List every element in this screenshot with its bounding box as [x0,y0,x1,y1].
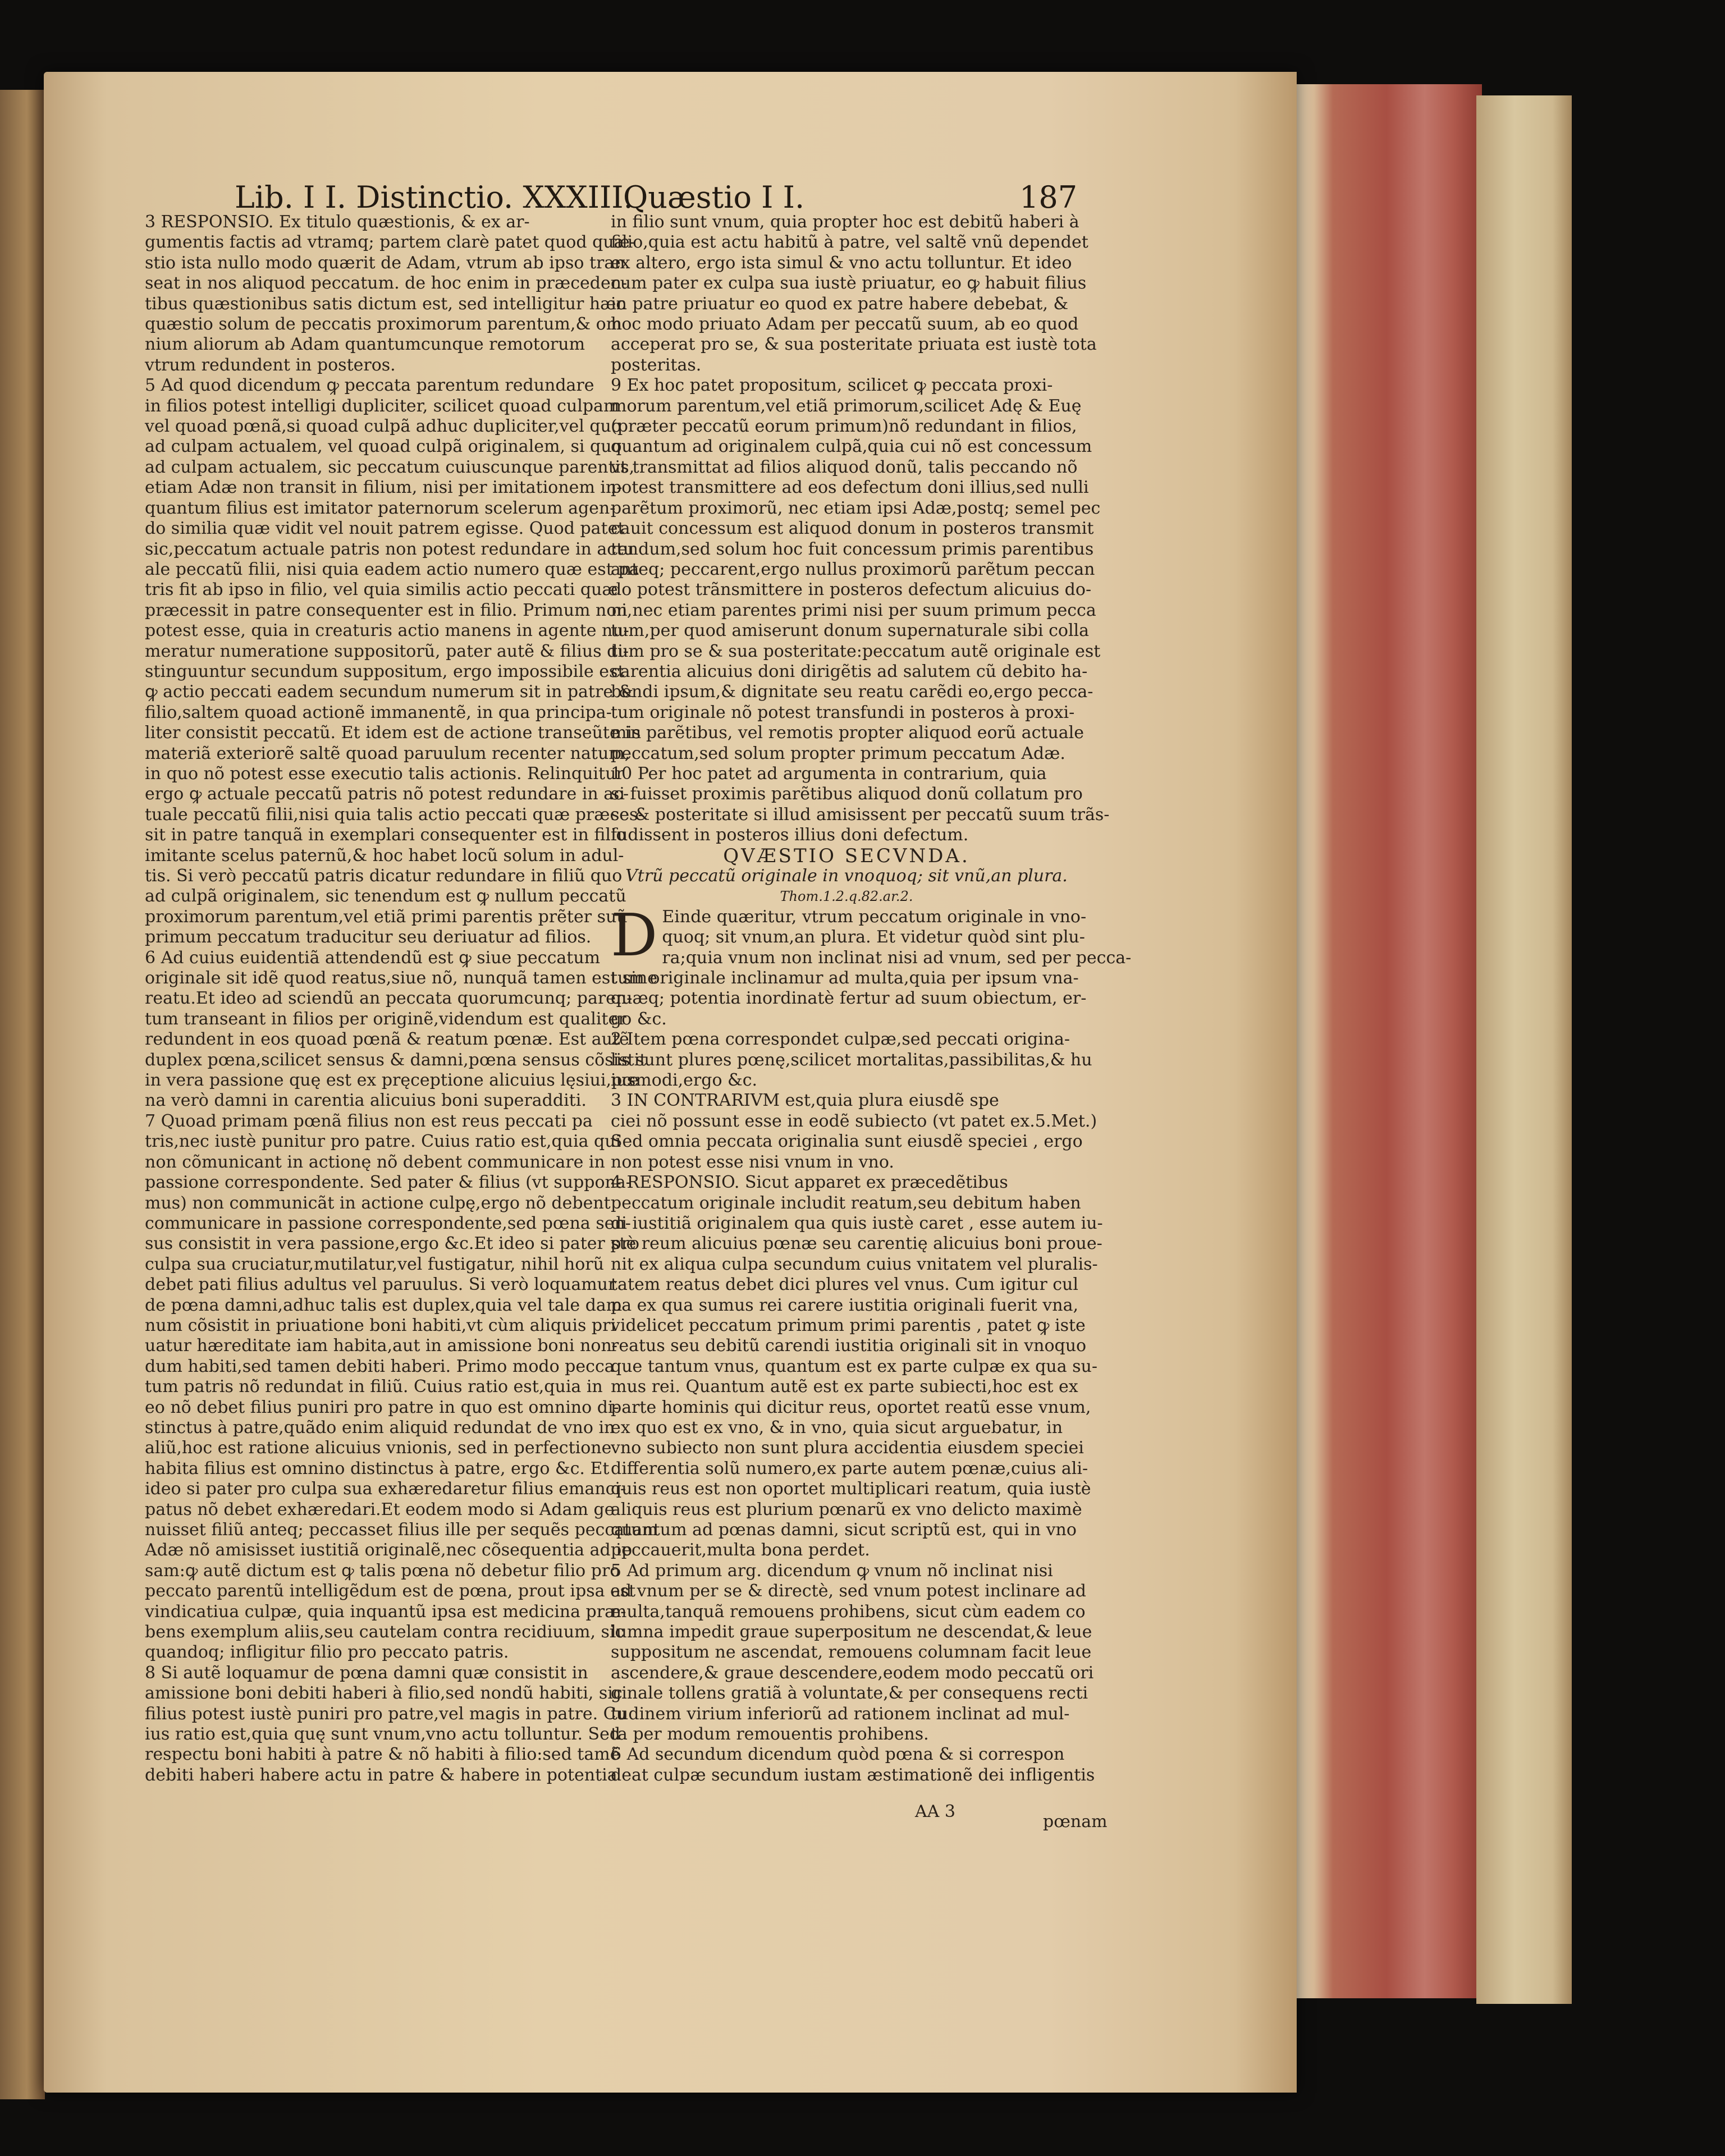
text-line: mus rei. Quantum autẽ est ex parte subiecti,hoc est ex [611,1377,1078,1397]
text-line: na verò damni in carentia alicuius boni superadditi. [145,1091,587,1111]
text-line: liter consistit peccatũ. Et idem est de actione transeũte in [145,723,642,743]
text-line: que tantum vnus, quantum est ex parte culpæ ex qua su- [611,1356,1097,1376]
text-line: ginale tollens gratiã à voluntate,& per consequens recti [611,1683,1088,1704]
header-distinction: Lib. I I. Distinctio. XXXIII. [235,180,633,215]
page-number: 187 [1019,180,1078,215]
text-line: 5 Ad primum arg. dicendum ꝙ vnum nõ inclinat nisi [611,1560,1053,1581]
text-line: proximorum parentum,vel etiã primi parentis prẽter suũ [145,907,628,927]
text-line: sus consistit in vera passione,ergo &c.Et ideo si pater pro [145,1234,640,1254]
text-line: ta per modum remouentis prohibens. [611,1724,929,1745]
text-line: 6 Ad secundum dicendum quòd pœna & si correspon [611,1745,1065,1765]
text-line: parte hominis qui dicitur reus, oportet reatũ esse vnum, [611,1397,1091,1417]
text-line: tudinem virium inferiorũ ad rationem inclinat ad mul- [611,1704,1070,1724]
text-line: in patre priuatur eo quod ex patre habere debebat, & [611,294,1069,314]
text-line: 3 RESPONSIO. Ex titulo quæstionis, & ex ar- [145,212,530,232]
text-line: ascendere,& graue descendere,eodem modo peccatũ ori [611,1663,1094,1683]
text-line: cauit concessum est aliquod donum in posteros transmit [611,519,1094,539]
text-line: ad vnum per se & directè, sed vnum potest inclinare ad [611,1581,1086,1601]
text-line: redundent in eos quoad pœnã & reatum pœnæ. Est autẽ [145,1029,629,1050]
text-line: 9 Ex hoc patet propositum, scilicet ꝙ peccata proxi- [611,376,1053,396]
text-line: sic,peccatum actuale patris non potest redundare in actu [145,539,634,559]
text-line: de pœna damni,adhuc talis est duplex,quia vel tale dam [145,1295,623,1315]
header-question: Quæstio I I. [623,180,805,215]
question-subtitle: Vtrũ peccatũ originale in vnoquoq; sit vnũ,an plura. [625,866,1068,886]
text-line: in filios potest intelligi dupliciter, scilicet quoad culpam [145,396,620,416]
text-line: multa,tanquã remouens prohibens, sicut cùm eadem co [611,1601,1086,1622]
text-line: 7 Quoad primam pœnã filius non est reus peccati pa [145,1111,593,1131]
text-line: quoq; sit vnum,an plura. Et videtur quòd sint plu- [662,927,1085,947]
text-line: go &c. [611,1009,667,1029]
text-line: Sed omnia peccata originalia sunt eiusdẽ speciei , ergo [611,1132,1083,1152]
text-line: mis parẽtibus, vel remotis propter aliquod eorũ actuale [611,723,1085,743]
text-line: duplex pœna,scilicet sensus & damni,pœna sensus cõsistit [145,1050,647,1070]
catchword: pœnam [1043,1812,1108,1832]
book-cover [1476,95,1572,2004]
text-line: 6 Ad cuius euidentiã attendendũ est ꝙ siue peccatum [145,947,601,968]
text-line: meratur numeratione suppositorũ, pater autẽ & filius di- [145,641,629,661]
text-line: (præter peccatũ eorum primum)nõ redundant in filios, [611,416,1077,437]
text-line: vtrum redundent in posteros. [145,355,396,375]
text-line: eo nõ debet filius puniri pro patre in quo est omnino di- [145,1397,619,1417]
text-line: stè reum alicuius pœnæ seu carentię alicuius boni proue- [611,1234,1102,1254]
text-line: hoc modo priuato Adam per peccatũ suum, ab eo quod [611,314,1079,335]
text-line: passione correspondente. Sed pater & filius (vt suppona- [145,1173,632,1193]
text-line: ideo si pater pro culpa sua exhæredaretur filius emanci- [145,1479,626,1499]
text-line: iusmodi,ergo &c. [611,1070,758,1091]
text-line: lumna impedit graue superpositum ne descendat,& leue [611,1622,1092,1642]
text-line: bens exemplum aliis,seu cautelam contra recidiuum, sic [145,1622,625,1642]
text-line: respectu boni habiti à patre & nõ habiti à filio:sed tamẽ [145,1745,620,1765]
text-line: Adæ nõ amisisset iustitiã originalẽ,nec cõsequentia ad ip [145,1540,633,1560]
text-line: Einde quæritur, vtrum peccatum originale in vno- [662,907,1087,927]
text-line: tibus quæstionibus satis dictum est, sed intelligitur hæc [145,294,626,314]
text-line: filio,quia est actu habitũ à patre, vel saltẽ vnũ dependet [611,232,1088,253]
text-line: potest transmittere ad eos defectum doni illius,sed nulli [611,478,1089,498]
text-line: sam:ꝙ autẽ dictum est ꝙ talis pœna nõ debetur filio pro [145,1560,620,1581]
right-text-column [611,212,1132,1786]
text-line: quis reus est non oportet multiplicari reatum, quia iustè [611,1479,1091,1499]
text-line: parẽtum proximorũ, nec etiam ipsi Adæ,postq; semel pec [611,498,1101,518]
text-line: ius ratio est,quia quę sunt vnum,vno actu tolluntur. Sed [145,1724,621,1745]
text-line: suppositum ne ascendat, remouens columnam facit leue [611,1642,1092,1663]
text-line: cum pater ex culpa sua iustè priuatur, eo ꝙ habuit filius [611,273,1087,294]
thomas-reference: Thom.1.2.q.82.ar.2. [780,889,913,905]
text-line: peccatum originale includit reatum,seu debitum haben [611,1193,1081,1213]
text-line: vno subiecto non sunt plura accidentia eiusdem speciei [611,1438,1084,1458]
text-line: sit in patre tanquã in exemplari consequenter est in filio [145,825,626,845]
signature-mark: AA 3 [915,1802,955,1821]
text-line: anteq; peccarent,ergo nullus proximorũ parẽtum peccan [611,559,1095,579]
text-line: do potest trãnsmittere in posteros defectum alicuius do- [611,580,1092,600]
text-line: non potest esse nisi vnum in vno. [611,1152,894,1172]
text-line: peccato parentũ intelligẽdum est de pœna, prout ipsa est [145,1581,636,1601]
text-line: nium aliorum ab Adam quantumcunque remotorum [145,335,585,355]
text-line: 4 RESPONSIO. Sicut apparet ex præcedẽtibus [611,1173,1008,1193]
text-line: vel quoad pœnã,si quoad culpã adhuc dupliciter,vel quo [145,416,621,437]
text-line: vindicatiua culpæ, quia inquantũ ipsa est medicina præ- [145,1601,626,1622]
text-line: quæq; potentia inordinatè fertur ad suum obiectum, er- [611,988,1087,1009]
text-line: tris,nec iustè punitur pro patre. Cuius ratio est,quia qui [145,1132,621,1152]
text-line: gumentis factis ad vtramq; partem clarè patet quod quæ- [145,232,635,253]
facing-page-edge [0,90,45,2099]
text-line: ex quo est ex vno, & in vno, quia sicut arguebatur, in [611,1417,1063,1438]
text-line: debiti haberi habere actu in patre & habere in potentia [145,1765,617,1785]
text-line: bendi ipsum,& dignitate seu reatu carẽdi eo,ergo pecca- [611,682,1093,702]
text-line: 5 Ad quod dicendum ꝙ peccata parentum redundare [145,376,594,396]
text-line: se & posteritate si illud amisissent per peccatũ suum trãs- [611,804,1110,825]
text-line: mus) non communicãt in actione culpę,ergo nõ debent [145,1193,611,1213]
text-line: tum,per quod amiserunt donum supernaturale sibi colla [611,621,1090,641]
text-line: ni,nec etiam parentes primi nisi per suum primum pecca [611,600,1096,620]
text-line: filio,saltem quoad actionẽ immanentẽ, in qua principa- [145,702,612,722]
text-line: 10 Per hoc patet ad argumenta in contrarium, quia [611,763,1047,784]
right-column-text-after [611,968,1103,1786]
text-line: ꝙ actio peccati eadem secundum numerum sit in patre & [145,682,634,702]
text-line: lis sunt plures pœnę,scilicet mortalitas,passibilitas,& hu [611,1050,1092,1070]
text-line: nuisset filiũ anteq; peccasset filius ille per sequẽs peccatum [145,1520,658,1540]
text-line: fudissent in posteros illius doni defectum. [611,825,969,845]
text-line: quandoq; infligitur filio pro peccato patris. [145,1642,509,1663]
text-line: aliquis reus est plurium pœnarũ ex vno delicto maximè [611,1499,1082,1519]
text-line: videlicet peccatum primum primi parentis , patet ꝙ iste [611,1315,1086,1335]
text-line: stio ista nullo modo quærit de Adam, vtrum ab ipso tran [145,253,625,273]
text-line: seat in nos aliquod peccatum. de hoc enim in præceden- [145,273,628,294]
text-line: in filio sunt vnum, quia propter hoc est debitũ haberi à [611,212,1079,232]
text-line: quantum ad pœnas damni, sicut scriptũ est, qui in vno [611,1520,1077,1540]
text-line: nit ex aliqua culpa secundum cuius vnitatem vel pluralis- [611,1254,1098,1274]
text-line: tatem reatus debet dici plures vel vnus. Cum igitur cul [611,1275,1078,1295]
page-edges [1291,84,1482,1998]
text-line: quantum filius est imitator paternorum scelerum agen- [145,498,616,518]
text-line: deat culpæ secundum iustam æstimationẽ dei infligentis [611,1765,1095,1785]
text-line: peccatum,sed solum propter primum peccatum Adæ. [611,743,1065,763]
text-line: 8 Si autẽ loquamur de pœna damni quæ consistit in [145,1663,588,1683]
text-line: ra;quia vnum non inclinat nisi ad vnum, sed per pecca- [662,947,1132,968]
text-line: 2 Item pœna correspondet culpæ,sed peccati origina- [611,1029,1070,1050]
question-title: QVÆSTIO SECVNDA. [723,844,970,867]
text-line: carentia alicuius doni dirigẽtis ad salutem cũ debito ha- [611,661,1088,681]
text-line: dum habiti,sed tamen debiti haberi. Primo modo pecca [145,1356,615,1376]
text-line: communicare in passione correspondente,sed pœna sen- [145,1213,631,1233]
text-line: non cõmunicant in actionę nõ debent communicare in [145,1152,605,1172]
text-line: amissione boni debiti haberi à filio,sed nondũ habiti, sic [145,1683,623,1704]
text-line: potest esse, quia in creaturis actio manens in agente nu- [145,621,629,641]
right-column-text-before [611,212,1110,846]
text-line: materiã exteriorẽ saltẽ quoad paruulum recenter natum, [145,743,630,763]
text-line: quantum ad originalem culpã,quia cui nõ est concessum [611,437,1092,457]
text-line: tris fit ab ipso in filio, vel quia similis actio peccati quæ [145,580,618,600]
text-line: posteritas. [611,355,702,375]
dropcap-paragraph [611,900,1132,969]
text-line: num cõsistit in priuatione boni habiti,vt cùm aliquis pri [145,1315,616,1335]
text-line: reatu.Et ideo ad sciendũ an peccata quorumcunq; paren- [145,988,633,1009]
text-line: tum originale inclinamur ad multa,quia per ipsum vna- [611,968,1079,988]
text-line: stinctus à patre,quãdo enim aliquid redundat de vno in [145,1417,615,1438]
text-line: originale sit idẽ quod reatus,siue nõ, nunquã tamen est sine [145,968,657,988]
text-line: in quo nõ potest esse executio talis actionis. Relinquitur [145,763,624,784]
text-line: do similia quæ vidit vel nouit patrem egisse. Quod patet [145,519,625,539]
text-line: culpa sua cruciatur,mutilatur,vel fustigatur, nihil horũ [145,1254,604,1274]
text-line: di iustitiã originalem qua quis iustè caret , esse autem iu- [611,1213,1103,1233]
text-line: aliũ,hoc est ratione alicuius vnionis, sed in perfectione [145,1438,612,1458]
text-line: ad culpam actualem, vel quoad culpã originalem, si quo [145,437,622,457]
text-line: etiam Adæ non transit in filium, nisi per imitationem in- [145,478,623,498]
text-line: tis. Si verò peccatũ patris dicatur redundare in filiũ quo [145,866,623,886]
text-line: morum parentum,vel etiã primorum,scilicet Adę & Euę [611,396,1082,416]
text-line: debet pati filius adultus vel paruulus. Si verò loquamur [145,1275,616,1295]
text-line: ex altero, ergo ista simul & vno actu tolluntur. Et ideo [611,253,1072,273]
text-line: tum originale nõ potest transfundi in posteros à proxi- [611,702,1075,722]
text-line: præcessit in patre consequenter est in filio. Primum non [145,600,628,620]
text-line: tuale peccatũ filii,nisi quia talis actio peccati quæ præces- [145,804,644,825]
text-line: 3 IN CONTRARIVM est,quia plura eiusdẽ spe [611,1091,999,1111]
text-line: tum pro se & sua posteritate:peccatum autẽ originale est [611,641,1101,661]
text-line: filius potest iustè puniri pro patre,vel magis in patre. Cu [145,1704,627,1724]
text-line: tum patris nõ redundat in filiũ. Cuius ratio est,quia in [145,1377,603,1397]
text-line: uatur hæreditate iam habita,aut in amissione boni non- [145,1336,617,1356]
text-line: reatus seu debitũ carendi iustitia originali sit in vnoquo [611,1336,1087,1356]
text-line: stinguuntur secundum suppositum, ergo impossibile est [145,661,625,681]
text-line: acceperat pro se, & sua posteritate priuata est iustè tota [611,335,1097,355]
text-line: ciei nõ possunt esse in eodẽ subiecto (vt patet ex.5.Met.) [611,1111,1097,1131]
text-line: in vera passione quę est ex pręceptione alicuius lęsiui,pœ [145,1070,639,1091]
text-line: si fuisset proximis parẽtibus aliquod donũ collatum pro [611,784,1083,804]
text-line: pa ex qua sumus rei carere iustitia originali fuerit vna, [611,1295,1078,1315]
text-line: vt transmittat ad filios aliquod donũ, talis peccando nõ [611,457,1078,477]
text-line: ad culpam actualem, sic peccatum cuiuscunque parentis, [145,457,635,477]
text-line: differentia solũ numero,ex parte autem pœnæ,cuius ali- [611,1458,1088,1478]
text-line: imitante scelus paternũ,& hoc habet locũ solum in adul- [145,845,624,866]
text-line: ergo ꝙ actuale peccatũ patris nõ potest redundare in ac- [145,784,629,804]
text-line: ale peccatũ filii, nisi quia eadem actio numero quæ est pa [145,559,639,579]
text-line: habita filius est omnino distinctus à patre, ergo &c. Et [145,1458,610,1478]
dropcap-lines [611,900,1132,969]
text-line: tum transeant in filios per originẽ,videndum est qualiter [145,1009,626,1029]
dropcap-initial: D [611,900,658,969]
text-line: tendum,sed solum hoc fuit concessum primis parentibus [611,539,1094,559]
text-line: ad culpã originalem, sic tenendum est ꝙ nullum peccatũ [145,886,626,907]
text-line: patus nõ debet exhæredari.Et eodem modo si Adam ge [145,1499,615,1519]
text-line: quæstio solum de peccatis proximorum parentum,& om [145,314,623,335]
text-line: peccauerit,multa bona perdet. [611,1540,870,1560]
text-line: primum peccatum traducitur seu deriuatur ad filios. [145,927,592,947]
